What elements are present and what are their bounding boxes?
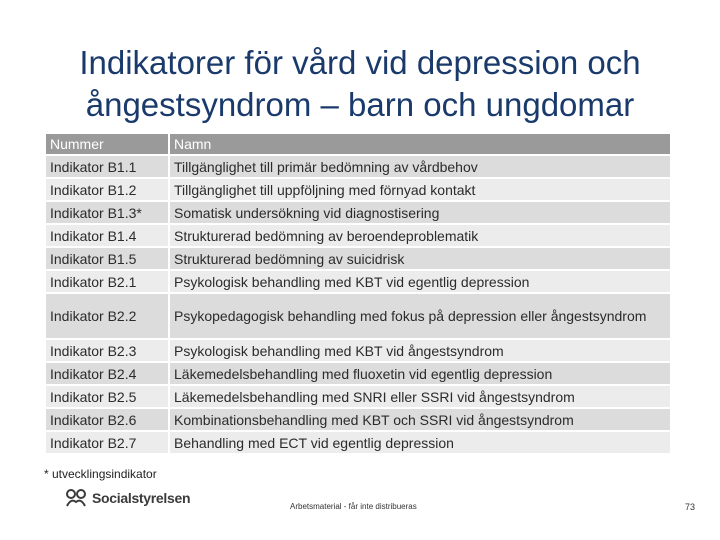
indicator-name: Strukturerad bedömning av suicidrisk [169, 247, 670, 270]
indicator-name: Psykologisk behandling med KBT vid ångestsyndrom [169, 339, 670, 362]
indicator-number: Indikator B1.5 [46, 247, 169, 270]
socialstyrelsen-logo-icon [64, 488, 88, 508]
indicator-name: Psykologisk behandling med KBT vid egentlig depression [169, 270, 670, 293]
indicator-number: Indikator B1.4 [46, 224, 169, 247]
table-row [46, 385, 670, 408]
table-row [46, 339, 670, 362]
indicator-name: Strukturerad bedömning av beroendeproblematik [169, 224, 670, 247]
page-number: 73 [685, 502, 696, 512]
indicator-number: Indikator B1.1 [46, 155, 169, 178]
table-row [46, 178, 670, 201]
indicator-name: Psykopedagogisk behandling med fokus på depression eller ångestsyndrom [169, 293, 670, 339]
indicator-number: Indikator B1.2 [46, 178, 169, 201]
footer-distribution-note: Arbetsmaterial - får inte distribueras [290, 502, 417, 511]
indicator-number: Indikator B2.7 [46, 431, 169, 454]
table-row [46, 431, 670, 454]
indicator-number: Indikator B1.3* [46, 201, 169, 224]
table-row [46, 155, 670, 178]
indicator-number: Indikator B2.3 [46, 339, 169, 362]
indicator-number: Indikator B2.5 [46, 385, 169, 408]
socialstyrelsen-logo [64, 488, 190, 508]
table-row [46, 270, 670, 293]
header-name: Namn [169, 134, 670, 155]
indicator-name: Läkemedelsbehandling med fluoxetin vid egentlig depression [169, 362, 670, 385]
slide-title: Indikatorer för vård vid depression och ångestsyndrom – barn och ungdomar [79, 44, 641, 123]
indicator-number: Indikator B2.1 [46, 270, 169, 293]
indicator-table [46, 134, 670, 455]
indicator-name: Behandling med ECT vid egentlig depression [169, 431, 670, 454]
header-number: Nummer [46, 134, 169, 155]
footnote: * utvecklingsindikator [44, 467, 157, 481]
table-row [46, 408, 670, 431]
table-row [46, 362, 670, 385]
table-row [46, 247, 670, 270]
indicator-number: Indikator B2.4 [46, 362, 169, 385]
table-row [46, 293, 670, 339]
indicator-name: Läkemedelsbehandling med SNRI eller SSRI vid ångestsyndrom [169, 385, 670, 408]
table-header-row [46, 134, 670, 155]
indicator-number: Indikator B2.2 [46, 293, 169, 339]
indicator-name: Tillgänglighet till primär bedömning av vårdbehov [169, 155, 670, 178]
indicator-name: Kombinationsbehandling med KBT och SSRI vid ångestsyndrom [169, 408, 670, 431]
indicator-name: Tillgänglighet till uppföljning med förnyad kontakt [169, 178, 670, 201]
logo-text: Socialstyrelsen [92, 490, 191, 506]
table-row [46, 201, 670, 224]
indicator-number: Indikator B2.6 [46, 408, 169, 431]
indicator-name: Somatisk undersökning vid diagnostisering [169, 201, 670, 224]
table-row [46, 224, 670, 247]
